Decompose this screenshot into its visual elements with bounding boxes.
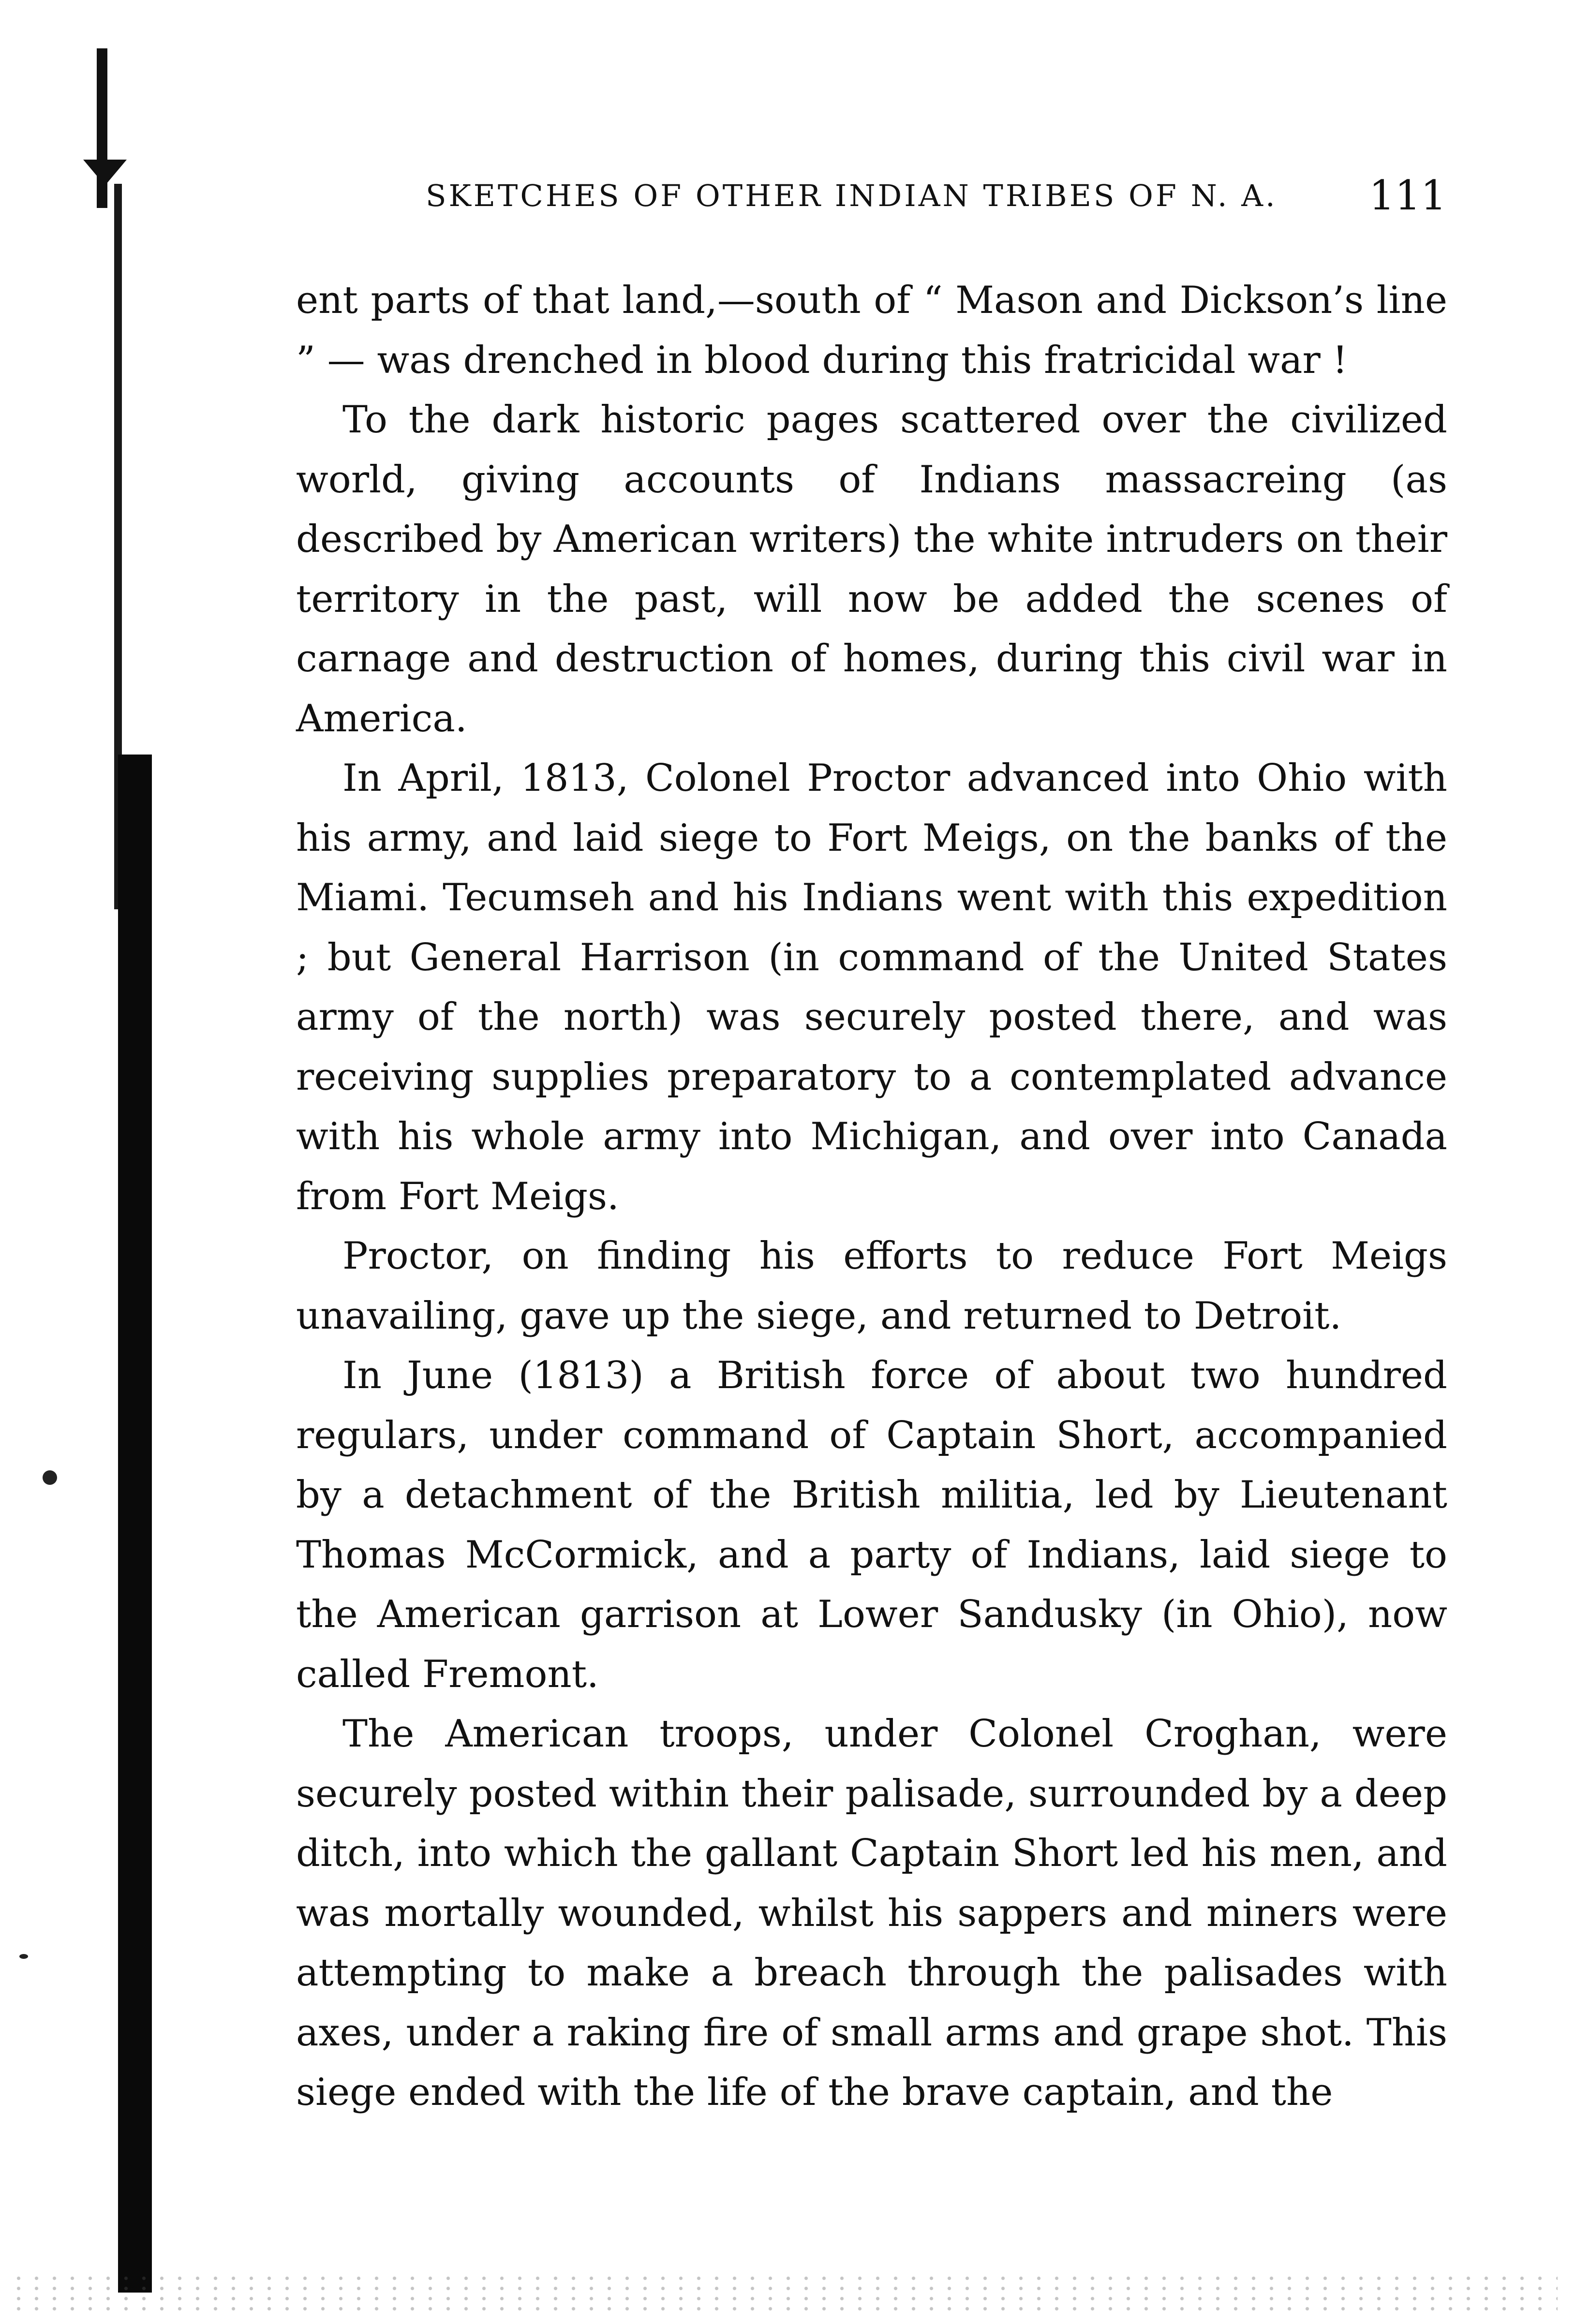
paragraph: The American troops, under Colonel Croghan, were securely posted within their palisade, surrounded by a deep ditch, into which the gallant Captain Short led his men, and was mortally wounded, whilst his sappers and miners were attempting to make a breach through the palisades with axes, under a raking fire of small arms and grape shot. This siege ended with the life of the brave captain, and the [296,1712,1447,2114]
body-text [296,271,1447,2123]
paragraph: To the dark historic pages scattered over the civilized world, giving accounts of Indians massacreing (as described by American writers) the white intruders on their territory in the past, will now be added the scenes of carnage and destruction of homes, during this civil war in America. [296,398,1447,740]
scan-noise [10,2273,1558,2312]
paragraph: ent parts of that land,—south of “ Mason and Dickson’s line ” — was drenched in blood during this fratricidal war ! [296,279,1447,382]
scan-speck [43,1470,57,1485]
running-title: SKETCHES OF OTHER INDIAN TRIBES OF N. A. [426,178,1278,213]
paragraph: In April, 1813, Colonel Proctor advanced into Ohio with his army, and laid siege to Fort Meigs, on the banks of the Miami. Tecumseh and his Indians went with this expedition ; but General Harrison (in command of the United States army of the north) was securely posted there, and was receiving supplies preparatory to a contemplated advance with his whole army into Michigan, and over into Canada from Fort Meigs. [296,756,1447,1218]
scan-speck [19,1954,28,1959]
paragraph: In June (1813) a British force of about two hundred regulars, under command of Captain Short, accompanied by a detachment of the British militia, led by Lieutenant Thomas McCormick, and a party of Indians, laid siege to the American garrison at Lower Sandusky (in Ohio), now called Fremont. [296,1354,1447,1696]
page-number: 111 [1369,172,1447,219]
paragraph: Proctor, on finding his efforts to reduce Fort Meigs unavailing, gave up the siege, and returned to Detroit. [296,1234,1447,1338]
binding-edge [118,755,152,2293]
